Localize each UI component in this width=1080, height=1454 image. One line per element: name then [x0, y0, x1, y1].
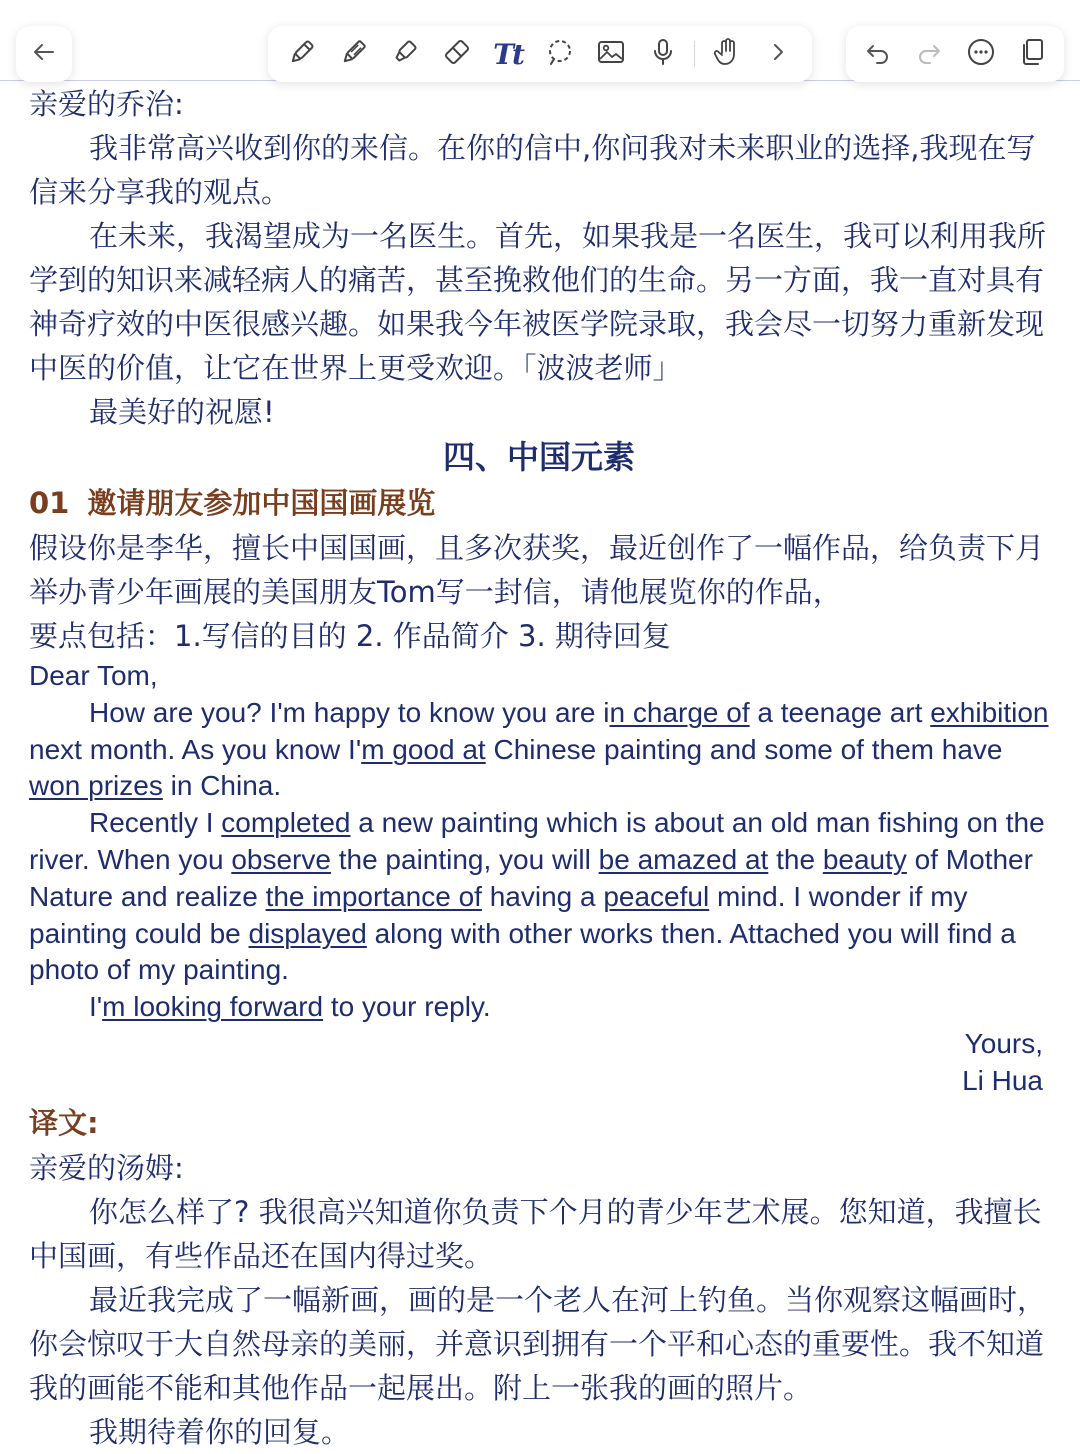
underlined-phrase: m good at [361, 733, 486, 765]
redo-icon [914, 37, 944, 71]
pages-icon [1017, 37, 1047, 71]
arrow-left-icon [29, 37, 59, 71]
writing-prompt: 假设你是李华，擅长中国国画，且多次获奖，最近创作了一幅作品，给负责下月举办青少年画展的美国朋友Tom写一封信，请他展览你的作品， [29, 531, 1045, 609]
pencil-tool-button[interactable] [334, 34, 374, 74]
hand-gesture-icon [712, 37, 742, 71]
translation-salutation: 亲爱的汤姆: [29, 1150, 184, 1185]
item-number: 01 [29, 486, 70, 520]
undo-button[interactable] [858, 34, 898, 74]
underlined-phrase: the importance of [265, 880, 482, 912]
more-button[interactable] [961, 34, 1001, 74]
pen-icon [287, 37, 317, 71]
pencil-icon [339, 37, 369, 71]
item-title: 邀请朋友参加中国国画展览 [87, 486, 436, 520]
underlined-phrase: n charge of [609, 696, 750, 728]
underlined-phrase: m looking forward [102, 991, 324, 1023]
letter-salutation: 亲爱的乔治: [29, 87, 184, 121]
english-paragraph: How are you? I'm happy to know you are in charge of a teenage art exhibition next month. As you know I'm good at Chinese painting and some of them have won prizes in China. [29, 696, 1049, 802]
back-button[interactable] [24, 34, 64, 74]
english-closing: Yours, [964, 1027, 1043, 1059]
letter-paragraph: 在未来，我渴望成为一名医生。首先，如果我是一名医生，我可以利用我所学到的知识来减轻病人的痛苦，甚至挽救他们的生命。另一方面，我一直对具有神奇疗效的中医很感兴趣。如果我今年被医学院录取，我会尽一切努力重新发现中医的价值，让它在世界上更受欢迎。「波波老师」 [29, 219, 1047, 385]
highlighter-tool-button[interactable] [385, 34, 425, 74]
text-tool-button[interactable] [488, 34, 528, 74]
microphone-icon [648, 37, 678, 71]
underlined-phrase: displayed [248, 917, 367, 949]
underlined-phrase: beauty [822, 843, 907, 875]
more-tools-button[interactable] [758, 34, 798, 74]
drawing-tools-toolbar [268, 26, 812, 82]
translation-paragraph: 我期待着你的回复。 [89, 1414, 351, 1449]
underlined-phrase: won prizes [29, 770, 163, 802]
image-tool-button[interactable] [591, 34, 631, 74]
redo-button[interactable] [909, 34, 949, 74]
writing-prompt-points: 要点包括：1.写信的目的 2. 作品简介 3. 期待回复 [29, 619, 671, 653]
image-icon [596, 37, 626, 71]
english-paragraph: I'm looking forward to your reply. [89, 991, 491, 1023]
eraser-tool-button[interactable] [437, 34, 477, 74]
highlighter-icon [390, 37, 420, 71]
document-actions-toolbar [846, 26, 1064, 82]
underlined-phrase: completed [221, 807, 351, 839]
lasso-icon [545, 37, 575, 71]
letter-paragraph: 我非常高兴收到你的来信。在你的信中,你问我对未来职业的选择,我现在写信来分享我的观点。 [29, 131, 1036, 209]
document-page [29, 82, 1049, 1454]
item-heading [29, 480, 1049, 526]
translation-heading: 译文: [29, 1105, 99, 1140]
letter-closing: 最美好的祝愿! [89, 395, 275, 429]
eraser-icon [442, 37, 472, 71]
pages-button[interactable] [1012, 34, 1052, 74]
english-signature: Li Hua [962, 1064, 1043, 1096]
lasso-tool-button[interactable] [540, 34, 580, 74]
underlined-phrase: peaceful [603, 880, 710, 912]
english-salutation: Dear Tom, [29, 660, 158, 691]
underlined-phrase: exhibition [930, 696, 1049, 728]
hand-gesture-button[interactable] [707, 34, 747, 74]
english-paragraph: Recently I completed a new painting which is about an old man fishing on the river. When you observe the painting, you will be amazed at the beauty of Mother Nature and realize the importance of having a peaceful mind. I wonder if my painting could be displayed along with other works then. Attached you will find a photo of my painting. [29, 807, 1045, 986]
more-icon [966, 37, 996, 71]
undo-icon [863, 37, 893, 71]
translation-paragraph: 你怎么样了? 我很高兴知道你负责下个月的青少年艺术展。您知道，我擅长中国画，有些作品还在国内得过奖。 [29, 1194, 1042, 1273]
toolbar-separator [694, 41, 695, 67]
translation-paragraph: 最近我完成了一幅新画，画的是一个老人在河上钓鱼。当你观察这幅画时，你会惊叹于大自然母亲的美丽，并意识到拥有一个平和心态的重要性。我不知道我的画能不能和其他作品一起展出。附上一张我的画的照片。 [29, 1282, 1047, 1405]
underlined-phrase: observe [231, 843, 331, 875]
text-tool-icon: Tt [493, 37, 523, 71]
section-title: 四、中国元素 [442, 438, 635, 476]
back-toolbar [16, 26, 72, 82]
chevron-right-icon [763, 37, 793, 71]
underlined-phrase: be amazed at [598, 843, 769, 875]
pen-tool-button[interactable] [282, 34, 322, 74]
microphone-tool-button[interactable] [643, 34, 683, 74]
